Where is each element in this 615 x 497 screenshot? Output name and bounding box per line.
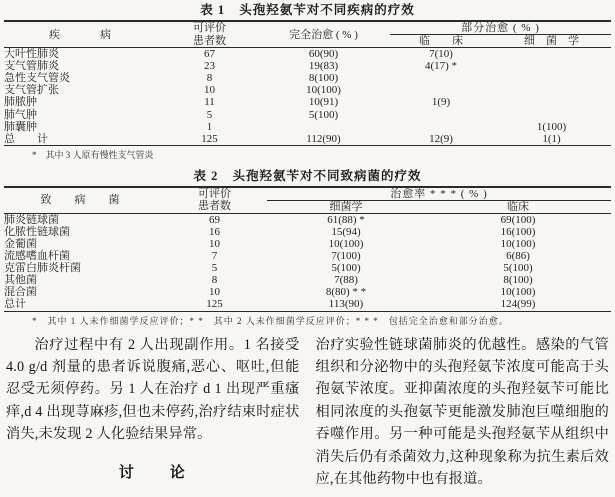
- table-row: [4, 48, 611, 61]
- value-cell: [390, 108, 492, 120]
- table-row: [4, 72, 611, 84]
- value-cell: 7: [211, 250, 218, 263]
- table1-header-disease: 疾 病: [4, 21, 162, 48]
- value-cell: 4(17) *: [424, 60, 458, 73]
- disease-cell: 支气管扩张: [4, 84, 59, 97]
- value-cell: 16: [209, 225, 220, 238]
- disease-cell: 支气管肺炎: [4, 60, 59, 73]
- table1-title-label: 表 1: [200, 3, 226, 17]
- table1-subheader-bacteriology: 细 菌 学: [492, 35, 611, 48]
- table1-footnote: * 其中 3 人原有慢性支气管炎: [32, 149, 154, 160]
- discussion-paragraph: 治疗实验性链球菌肺炎的优越性。感染的气管组织和分泌物中的头孢羟氨苄浓度可能高于头孢氨苄浓度。亚抑菌浓度的头孢羟氨苄可能比相同浓度的头孢氨苄更能激发肺泡巨噬细胞的吞噬作用。另一种可能是头孢羟氨苄从组织中消失后仍有杀菌效力,这种现象称为抗生素后效应,在其他药物中也有报道。: [315, 336, 609, 487]
- pathogen-cell: 流感嗜血杆菌: [4, 250, 70, 263]
- value-cell: [257, 121, 390, 133]
- value-cell: 12(9): [390, 133, 492, 146]
- value-cell: 8: [211, 274, 218, 287]
- table2-title: [4, 169, 611, 184]
- value-cell: 6(86): [506, 250, 530, 263]
- value-cell: 19(83): [308, 60, 339, 73]
- left-column: [6, 334, 300, 491]
- value-cell: 5(100): [503, 262, 533, 275]
- value-cell: 7(88): [334, 274, 358, 287]
- table1-header-evaluable-line1: 可评价: [193, 22, 226, 34]
- value-cell: 5: [211, 262, 218, 275]
- pathogen-cell: 混合菌: [4, 286, 37, 299]
- table-row: [4, 213, 611, 226]
- pathogen-cell: 其他菌: [4, 274, 37, 287]
- table1-title: [4, 3, 611, 18]
- value-cell: 10(91): [308, 96, 339, 109]
- value-cell: 1(1): [492, 133, 611, 146]
- value-cell: [492, 108, 611, 120]
- table-row-total: [4, 133, 611, 146]
- value-cell: 60(90): [308, 48, 339, 61]
- right-column: [316, 334, 610, 491]
- value-cell: 8(100): [503, 274, 533, 287]
- table1-disease-efficacy: [4, 20, 611, 146]
- table-row: [4, 84, 611, 96]
- body-text-columns: [4, 334, 611, 491]
- table1-header-evaluable-line2: 患者数: [193, 34, 226, 47]
- table2-header-evaluable: [162, 187, 267, 214]
- table2-header-evaluable-line1: 可评价: [198, 187, 231, 200]
- table-row: [4, 250, 611, 262]
- table-row: [4, 262, 611, 274]
- value-cell: 5(100): [308, 108, 339, 121]
- value-cell: 7(10): [429, 48, 453, 61]
- table-row-total: [4, 298, 611, 311]
- pathogen-cell: 化脓性链球菌: [4, 225, 70, 238]
- table1-title-text: 头孢羟氨苄对不同疾病的疗效: [239, 3, 415, 17]
- value-cell: 5: [206, 108, 213, 121]
- value-cell: 15(94): [331, 225, 361, 238]
- disease-cell: 肺脓肿: [4, 96, 37, 109]
- value-cell: 16(100): [500, 225, 536, 238]
- value-cell: [390, 121, 492, 133]
- value-cell: 1(9): [431, 96, 451, 109]
- table1-header-complete-cure: 完全治愈 ( % ): [257, 21, 390, 48]
- disease-cell: 急性支气管炎: [4, 72, 70, 85]
- disease-cell: 肺囊肿: [4, 120, 37, 133]
- pathogen-cell: 金葡菌: [4, 237, 37, 250]
- value-cell: 8(80) * *: [325, 286, 367, 299]
- discussion-heading: 讨 论: [118, 464, 187, 481]
- table-row: [4, 121, 611, 133]
- value-cell: [492, 60, 611, 72]
- disease-cell: 大叶性肺炎: [4, 48, 59, 61]
- table-row: [4, 226, 611, 238]
- value-cell: 10: [209, 237, 220, 250]
- value-cell: 124(99): [425, 298, 611, 311]
- value-cell: 8: [206, 72, 213, 85]
- value-cell: 113(90): [267, 298, 425, 311]
- value-cell: [492, 72, 611, 84]
- value-cell: 5(100): [331, 262, 361, 275]
- table2-pathogen-efficacy: [4, 186, 611, 312]
- table2-subheader-clinical: 临床: [425, 200, 611, 213]
- value-cell: [492, 48, 611, 61]
- value-cell: 10(100): [328, 237, 364, 250]
- table-row: [4, 274, 611, 286]
- value-cell: 10(100): [500, 237, 536, 250]
- table-row: [4, 286, 611, 298]
- pathogen-cell: 肺炎链球菌: [4, 213, 59, 226]
- value-cell: 1: [206, 120, 213, 133]
- value-cell: 69(100): [500, 213, 536, 226]
- value-cell: 11: [204, 96, 215, 109]
- disease-cell: 肺气肿: [4, 108, 37, 121]
- value-cell: 67: [204, 48, 215, 61]
- value-cell: 69: [209, 213, 220, 226]
- table2-header-evaluable-line2: 患者数: [198, 200, 231, 213]
- value-cell: [492, 84, 611, 96]
- value-cell: [390, 84, 492, 96]
- table2-title-label: 表 2: [193, 168, 219, 183]
- value-cell: 125: [162, 298, 267, 311]
- value-cell: 8(100): [308, 72, 339, 85]
- table2-footnote: * 其中 1 人未作细菌学反应评价；* * 其中 2 人未作细菌学反应评价；* * * 包括完全治愈和部分治愈。: [32, 315, 509, 326]
- table1-header-evaluable: [162, 21, 257, 48]
- table-row: [4, 60, 611, 72]
- value-cell: 10: [209, 286, 220, 299]
- value-cell: 10(100): [306, 84, 341, 97]
- value-cell: [390, 72, 492, 84]
- table2-header-cure-rate-spanner: 治愈率 * * * ( % ): [267, 187, 611, 201]
- table2-subheader-bacteriology: 细菌学: [267, 200, 425, 213]
- value-cell: 1(100): [536, 120, 567, 133]
- value-cell: 23: [204, 60, 215, 73]
- value-cell: 10: [204, 84, 215, 97]
- table-row: [4, 96, 611, 108]
- value-cell: 112(90): [257, 133, 390, 146]
- table1-header-partial-cure-spanner: 部分治愈 ( % ): [390, 21, 611, 35]
- value-cell: 7(100): [331, 250, 361, 263]
- table-row: [4, 238, 611, 250]
- value-cell: 10(100): [500, 286, 536, 299]
- side-effects-paragraph: 治疗过程中有 2 人出现副作用。1 名接受 4.0 g/d 剂量的患者诉说腹痛,恶心、呕吐,但能忍受无须停药。另 1 人在治疗 d 1 出现严重瘙痒,d 4 出现荨麻疹,但也未停药,治疗结束时症状消失,未发现 2 人化验结果异常。: [6, 336, 300, 443]
- pathogen-cell: 克雷白肺炎杆菌: [4, 262, 81, 275]
- table-row: [4, 108, 611, 120]
- value-cell: 61(88) *: [327, 213, 365, 226]
- table1-subheader-clinical: 临 床: [390, 35, 492, 48]
- disease-cell: 总 计: [4, 133, 162, 146]
- table2-header-pathogen: 致 病 菌: [4, 187, 162, 214]
- pathogen-cell: 总计: [4, 298, 162, 311]
- value-cell: 125: [162, 133, 257, 146]
- table2-title-text: 头孢羟氨苄对不同致病菌的疗效: [232, 168, 422, 183]
- value-cell: [492, 96, 611, 108]
